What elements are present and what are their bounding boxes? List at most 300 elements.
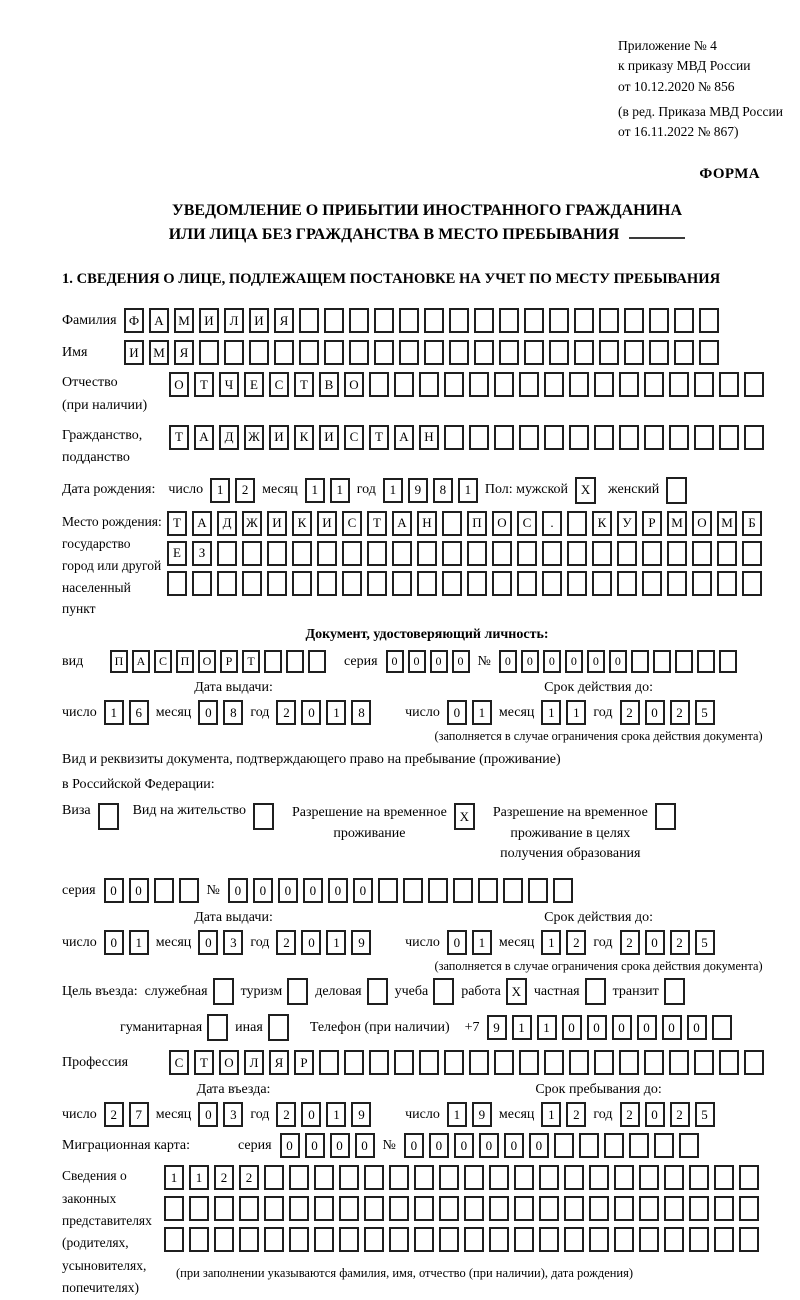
month-label: месяц [498, 934, 535, 950]
surname-cells [124, 308, 719, 333]
char-cell [594, 1050, 614, 1075]
char-cell [339, 1165, 359, 1190]
citizenship-row [62, 425, 792, 470]
char-cell: Е [167, 541, 187, 566]
char-cell [589, 1227, 609, 1252]
char-cell [217, 571, 237, 596]
char-cell [489, 1196, 509, 1221]
char-cell: М [667, 511, 687, 536]
sex-female-label: женский [608, 482, 660, 498]
char-cell: 2 [276, 930, 296, 955]
stay-year-cells [620, 1102, 715, 1127]
month-label: месяц [498, 704, 535, 720]
phone-prefix: +7 [464, 1019, 480, 1035]
char-cell: А [394, 425, 414, 450]
char-cell: 6 [129, 700, 149, 725]
char-cell [414, 1196, 434, 1221]
char-cell: 0 [452, 650, 470, 673]
entry-purpose-row [62, 978, 792, 1005]
day-label: число [405, 934, 440, 950]
char-cell [719, 372, 739, 397]
char-cell [324, 308, 344, 333]
char-cell: 1 [447, 1102, 467, 1127]
char-cell [179, 878, 199, 903]
purpose-option-tourism: туризм [241, 978, 309, 1005]
firstname-cells [124, 340, 719, 365]
char-cell [654, 1133, 674, 1158]
annex-line: от 10.12.2020 № 856 [618, 78, 735, 94]
char-cell: Б [742, 511, 762, 536]
legal-reps-row [62, 1165, 792, 1299]
title-blank-underline [629, 223, 685, 239]
char-cell [694, 1050, 714, 1075]
char-cell: 0 [637, 1015, 657, 1040]
char-cell: Т [169, 425, 189, 450]
char-cell [439, 1196, 459, 1221]
char-cell [567, 541, 587, 566]
char-cell: 2 [620, 700, 640, 725]
char-cell [417, 541, 437, 566]
purpose-tourism-checkbox [287, 978, 308, 1005]
purpose-work-checkbox: X [506, 978, 527, 1005]
char-cell [428, 878, 448, 903]
series-label: серия [238, 1137, 272, 1153]
char-cell [617, 541, 637, 566]
char-cell: Ф [124, 308, 144, 333]
char-cell [739, 1227, 759, 1252]
birth-place-cells [167, 511, 762, 596]
char-cell [314, 1227, 334, 1252]
char-cell [574, 308, 594, 333]
char-cell: 0 [253, 878, 273, 903]
char-cell: 0 [543, 650, 561, 673]
char-cell [308, 650, 326, 673]
char-cell: З [192, 541, 212, 566]
char-cell: 2 [670, 700, 690, 725]
char-cell: 5 [695, 1102, 715, 1127]
char-cell [392, 571, 412, 596]
char-cell [667, 541, 687, 566]
char-cell [339, 1227, 359, 1252]
char-cell [399, 308, 419, 333]
issue-date-group [62, 680, 405, 744]
char-cell: 0 [645, 1102, 665, 1127]
valid-month-cells [541, 930, 586, 955]
char-cell [467, 571, 487, 596]
form-title-line2: ИЛИ ЛИЦА БЕЗ ГРАЖДАНСТВА В МЕСТО ПРЕБЫВАНИЯ [62, 223, 792, 247]
char-cell [564, 1165, 584, 1190]
year-label: год [356, 482, 376, 498]
issue-date-fields [62, 700, 405, 725]
char-cell [742, 541, 762, 566]
char-cell: О [198, 650, 216, 673]
char-cell: П [110, 650, 128, 673]
char-cell: 0 [305, 1133, 325, 1158]
char-cell [239, 1196, 259, 1221]
char-cell [319, 1050, 339, 1075]
citizenship-cells [169, 425, 764, 450]
char-cell: 3 [223, 930, 243, 955]
issue-month-cells [198, 930, 243, 955]
char-cell: 0 [301, 1102, 321, 1127]
char-cell [699, 340, 719, 365]
char-cell: 0 [645, 700, 665, 725]
char-cell: 9 [408, 478, 428, 503]
char-cell [617, 571, 637, 596]
doc-number-cells [499, 650, 737, 673]
day-label: число [405, 704, 440, 720]
doc-type-cells [110, 650, 326, 673]
char-cell [374, 308, 394, 333]
char-cell: 5 [695, 930, 715, 955]
char-cell [374, 340, 394, 365]
char-cell [669, 1050, 689, 1075]
char-cell [189, 1227, 209, 1252]
char-cell: 1 [541, 930, 561, 955]
char-cell: Н [417, 511, 437, 536]
char-cell: Т [367, 511, 387, 536]
char-cell [644, 425, 664, 450]
char-cell: 2 [214, 1165, 234, 1190]
char-cell: П [467, 511, 487, 536]
issue-month-cells [198, 700, 243, 725]
char-cell [519, 1050, 539, 1075]
char-cell [424, 308, 444, 333]
visa-checkbox [98, 803, 119, 830]
char-cell: 0 [404, 1133, 424, 1158]
birth-place-row3 [167, 571, 762, 596]
char-cell: Я [269, 1050, 289, 1075]
char-cell: С [517, 511, 537, 536]
phone-label: Телефон (при наличии) [309, 1019, 450, 1035]
number-label: № [382, 1137, 396, 1153]
char-cell: А [192, 511, 212, 536]
char-cell [567, 571, 587, 596]
char-cell: С [169, 1050, 189, 1075]
purpose-humanitarian-checkbox [207, 1014, 228, 1041]
char-cell: 2 [239, 1165, 259, 1190]
char-cell: 0 [562, 1015, 582, 1040]
char-cell: 0 [499, 650, 517, 673]
legal-reps-row1 [164, 1165, 759, 1190]
char-cell: 2 [670, 1102, 690, 1127]
char-cell [514, 1227, 534, 1252]
surname-label: Фамилия [62, 312, 117, 328]
day-label: число [405, 1106, 440, 1122]
annex-edit-line: от 16.11.2022 № 867) [618, 124, 739, 139]
form-title-line1: УВЕДОМЛЕНИЕ О ПРИБЫТИИ ИНОСТРАННОГО ГРАЖДАНИНА [171, 202, 683, 220]
char-cell [594, 372, 614, 397]
char-cell: О [492, 511, 512, 536]
char-cell: И [199, 308, 219, 333]
char-cell [367, 571, 387, 596]
valid-until-group [405, 680, 792, 744]
char-cell [339, 1196, 359, 1221]
char-cell [214, 1227, 234, 1252]
char-cell [549, 308, 569, 333]
char-cell: 1 [537, 1015, 557, 1040]
valid-until-heading: Срок действия до: [544, 910, 653, 926]
char-cell [217, 541, 237, 566]
char-cell [614, 1196, 634, 1221]
char-cell [599, 308, 619, 333]
char-cell [267, 571, 287, 596]
issue-day-cells [104, 700, 149, 725]
char-cell [517, 541, 537, 566]
char-cell [464, 1196, 484, 1221]
month-label: месяц [155, 934, 192, 950]
char-cell [344, 1050, 364, 1075]
number-label: № [206, 882, 220, 898]
char-cell [664, 1165, 684, 1190]
char-cell [744, 372, 764, 397]
char-cell: 8 [351, 700, 371, 725]
birth-date-row [62, 477, 792, 504]
char-cell [717, 571, 737, 596]
entry-date-heading: Дата въезда: [196, 1082, 271, 1098]
char-cell [369, 372, 389, 397]
char-cell: . [542, 511, 562, 536]
char-cell: С [344, 425, 364, 450]
char-cell [442, 511, 462, 536]
char-cell: И [317, 511, 337, 536]
char-cell: 7 [129, 1102, 149, 1127]
char-cell [539, 1227, 559, 1252]
char-cell: М [717, 511, 737, 536]
char-cell: Т [194, 1050, 214, 1075]
char-cell [464, 1227, 484, 1252]
char-cell: Р [642, 511, 662, 536]
char-cell: 1 [104, 700, 124, 725]
char-cell [524, 308, 544, 333]
char-cell [167, 571, 187, 596]
char-cell: Л [224, 308, 244, 333]
char-cell: 9 [351, 1102, 371, 1127]
identity-doc-row [62, 650, 792, 673]
char-cell: И [319, 425, 339, 450]
char-cell [264, 650, 282, 673]
char-cell [419, 372, 439, 397]
char-cell [489, 1165, 509, 1190]
sex-male-label: Пол: мужской [484, 482, 569, 498]
char-cell [639, 1165, 659, 1190]
stay-month-cells [541, 1102, 586, 1127]
char-cell: 0 [228, 878, 248, 903]
firstname-label: Имя [62, 344, 88, 360]
char-cell [444, 425, 464, 450]
char-cell [164, 1196, 184, 1221]
char-cell: 0 [198, 1102, 218, 1127]
char-cell: Е [244, 372, 264, 397]
char-cell [699, 308, 719, 333]
char-cell [644, 1050, 664, 1075]
char-cell [474, 340, 494, 365]
char-cell [364, 1196, 384, 1221]
char-cell: К [592, 511, 612, 536]
char-cell: Н [419, 425, 439, 450]
valid-until-fields [405, 930, 792, 955]
char-cell: Т [242, 650, 260, 673]
char-cell [624, 340, 644, 365]
purpose-commercial-checkbox [367, 978, 388, 1005]
purpose-option-private: частная [534, 978, 606, 1005]
year-label: год [250, 704, 270, 720]
char-cell [349, 340, 369, 365]
entry-month-cells [198, 1102, 243, 1127]
char-cell: 1 [566, 700, 586, 725]
doc-series-cells [386, 650, 470, 673]
issue-year-cells [276, 700, 371, 725]
char-cell: 1 [210, 478, 230, 503]
entry-date-fields [62, 1102, 405, 1127]
profession-cells [169, 1050, 764, 1075]
sex-female-checkbox [666, 477, 687, 504]
char-cell [567, 511, 587, 536]
char-cell [714, 1196, 734, 1221]
edu-residence-checkbox [655, 803, 676, 830]
valid-until-fields [405, 700, 792, 725]
char-cell [389, 1227, 409, 1252]
char-cell [592, 571, 612, 596]
char-cell [414, 1165, 434, 1190]
char-cell: 1 [472, 700, 492, 725]
char-cell [619, 425, 639, 450]
residence-series-cells [104, 878, 199, 903]
purpose-study-checkbox [433, 978, 454, 1005]
entry-purpose-label: Цель въезда: [62, 983, 138, 999]
char-cell: Д [217, 511, 237, 536]
char-cell [299, 308, 319, 333]
char-cell [292, 571, 312, 596]
doc-number-label: № [477, 653, 491, 669]
char-cell: Р [220, 650, 238, 673]
purpose-other-checkbox [268, 1014, 289, 1041]
entry-date-group [62, 1082, 405, 1127]
char-cell: 0 [278, 878, 298, 903]
char-cell: 0 [565, 650, 583, 673]
char-cell [289, 1165, 309, 1190]
char-cell [314, 1165, 334, 1190]
char-cell: И [124, 340, 144, 365]
char-cell: Р [294, 1050, 314, 1075]
char-cell: О [219, 1050, 239, 1075]
char-cell: 0 [612, 1015, 632, 1040]
stay-day-cells [447, 1102, 492, 1127]
char-cell: 9 [487, 1015, 507, 1040]
char-cell [289, 1196, 309, 1221]
char-cell: 1 [189, 1165, 209, 1190]
doc-type-label: вид [62, 653, 84, 669]
char-cell [242, 571, 262, 596]
char-cell [739, 1165, 759, 1190]
char-cell [589, 1165, 609, 1190]
char-cell [464, 1165, 484, 1190]
month-label: месяц [155, 1106, 192, 1122]
char-cell: 3 [223, 1102, 243, 1127]
char-cell: Д [219, 425, 239, 450]
char-cell: 0 [645, 930, 665, 955]
char-cell [564, 1196, 584, 1221]
char-cell [579, 1133, 599, 1158]
valid-day-cells [447, 930, 492, 955]
char-cell [494, 425, 514, 450]
surname-row [62, 308, 792, 333]
char-cell [528, 878, 548, 903]
char-cell [154, 878, 174, 903]
char-cell: 0 [429, 1133, 449, 1158]
char-cell [317, 571, 337, 596]
char-cell: П [176, 650, 194, 673]
char-cell: 0 [447, 930, 467, 955]
char-cell [694, 372, 714, 397]
char-cell: 2 [566, 1102, 586, 1127]
char-cell [274, 340, 294, 365]
char-cell [289, 1227, 309, 1252]
char-cell: 0 [430, 650, 448, 673]
visa-label: Виза [62, 803, 91, 819]
char-cell [629, 1133, 649, 1158]
char-cell [569, 1050, 589, 1075]
citizenship-label: Гражданство, подданство [62, 427, 143, 466]
char-cell [594, 425, 614, 450]
char-cell [649, 308, 669, 333]
char-cell: В [319, 372, 339, 397]
char-cell [664, 1196, 684, 1221]
char-cell [712, 1015, 732, 1040]
char-cell [519, 372, 539, 397]
birth-place-row2 [167, 541, 762, 566]
char-cell: 5 [695, 700, 715, 725]
char-cell: А [194, 425, 214, 450]
char-cell [542, 541, 562, 566]
char-cell [714, 1227, 734, 1252]
char-cell [569, 372, 589, 397]
sex-male-checkbox: X [575, 477, 596, 504]
char-cell: 1 [383, 478, 403, 503]
char-cell: 9 [351, 930, 371, 955]
day-label: число [62, 704, 97, 720]
char-cell [644, 372, 664, 397]
migration-number-cells [404, 1133, 699, 1158]
profession-row [62, 1050, 792, 1075]
stay-until-fields [405, 1102, 792, 1127]
char-cell: И [267, 511, 287, 536]
char-cell [674, 308, 694, 333]
char-cell: 0 [479, 1133, 499, 1158]
legal-reps-label: Сведения о законных представителях (родителях, усыновителях, попечителях) [62, 1168, 152, 1296]
char-cell: 0 [104, 930, 124, 955]
char-cell [392, 541, 412, 566]
char-cell [444, 372, 464, 397]
valid-until-group [405, 910, 792, 974]
char-cell: Т [194, 372, 214, 397]
annex-line: к приказу МВД России [618, 58, 751, 74]
birth-year-cells [383, 478, 478, 503]
char-cell [719, 1050, 739, 1075]
valid-month-cells [541, 700, 586, 725]
char-cell [503, 878, 523, 903]
char-cell [544, 425, 564, 450]
char-cell: Л [244, 1050, 264, 1075]
char-cell [364, 1165, 384, 1190]
char-cell [653, 650, 671, 673]
annex-reference-block [618, 36, 792, 142]
char-cell [299, 340, 319, 365]
temp-residence-option [292, 803, 475, 844]
char-cell: М [174, 308, 194, 333]
char-cell [554, 1133, 574, 1158]
char-cell: 2 [620, 930, 640, 955]
